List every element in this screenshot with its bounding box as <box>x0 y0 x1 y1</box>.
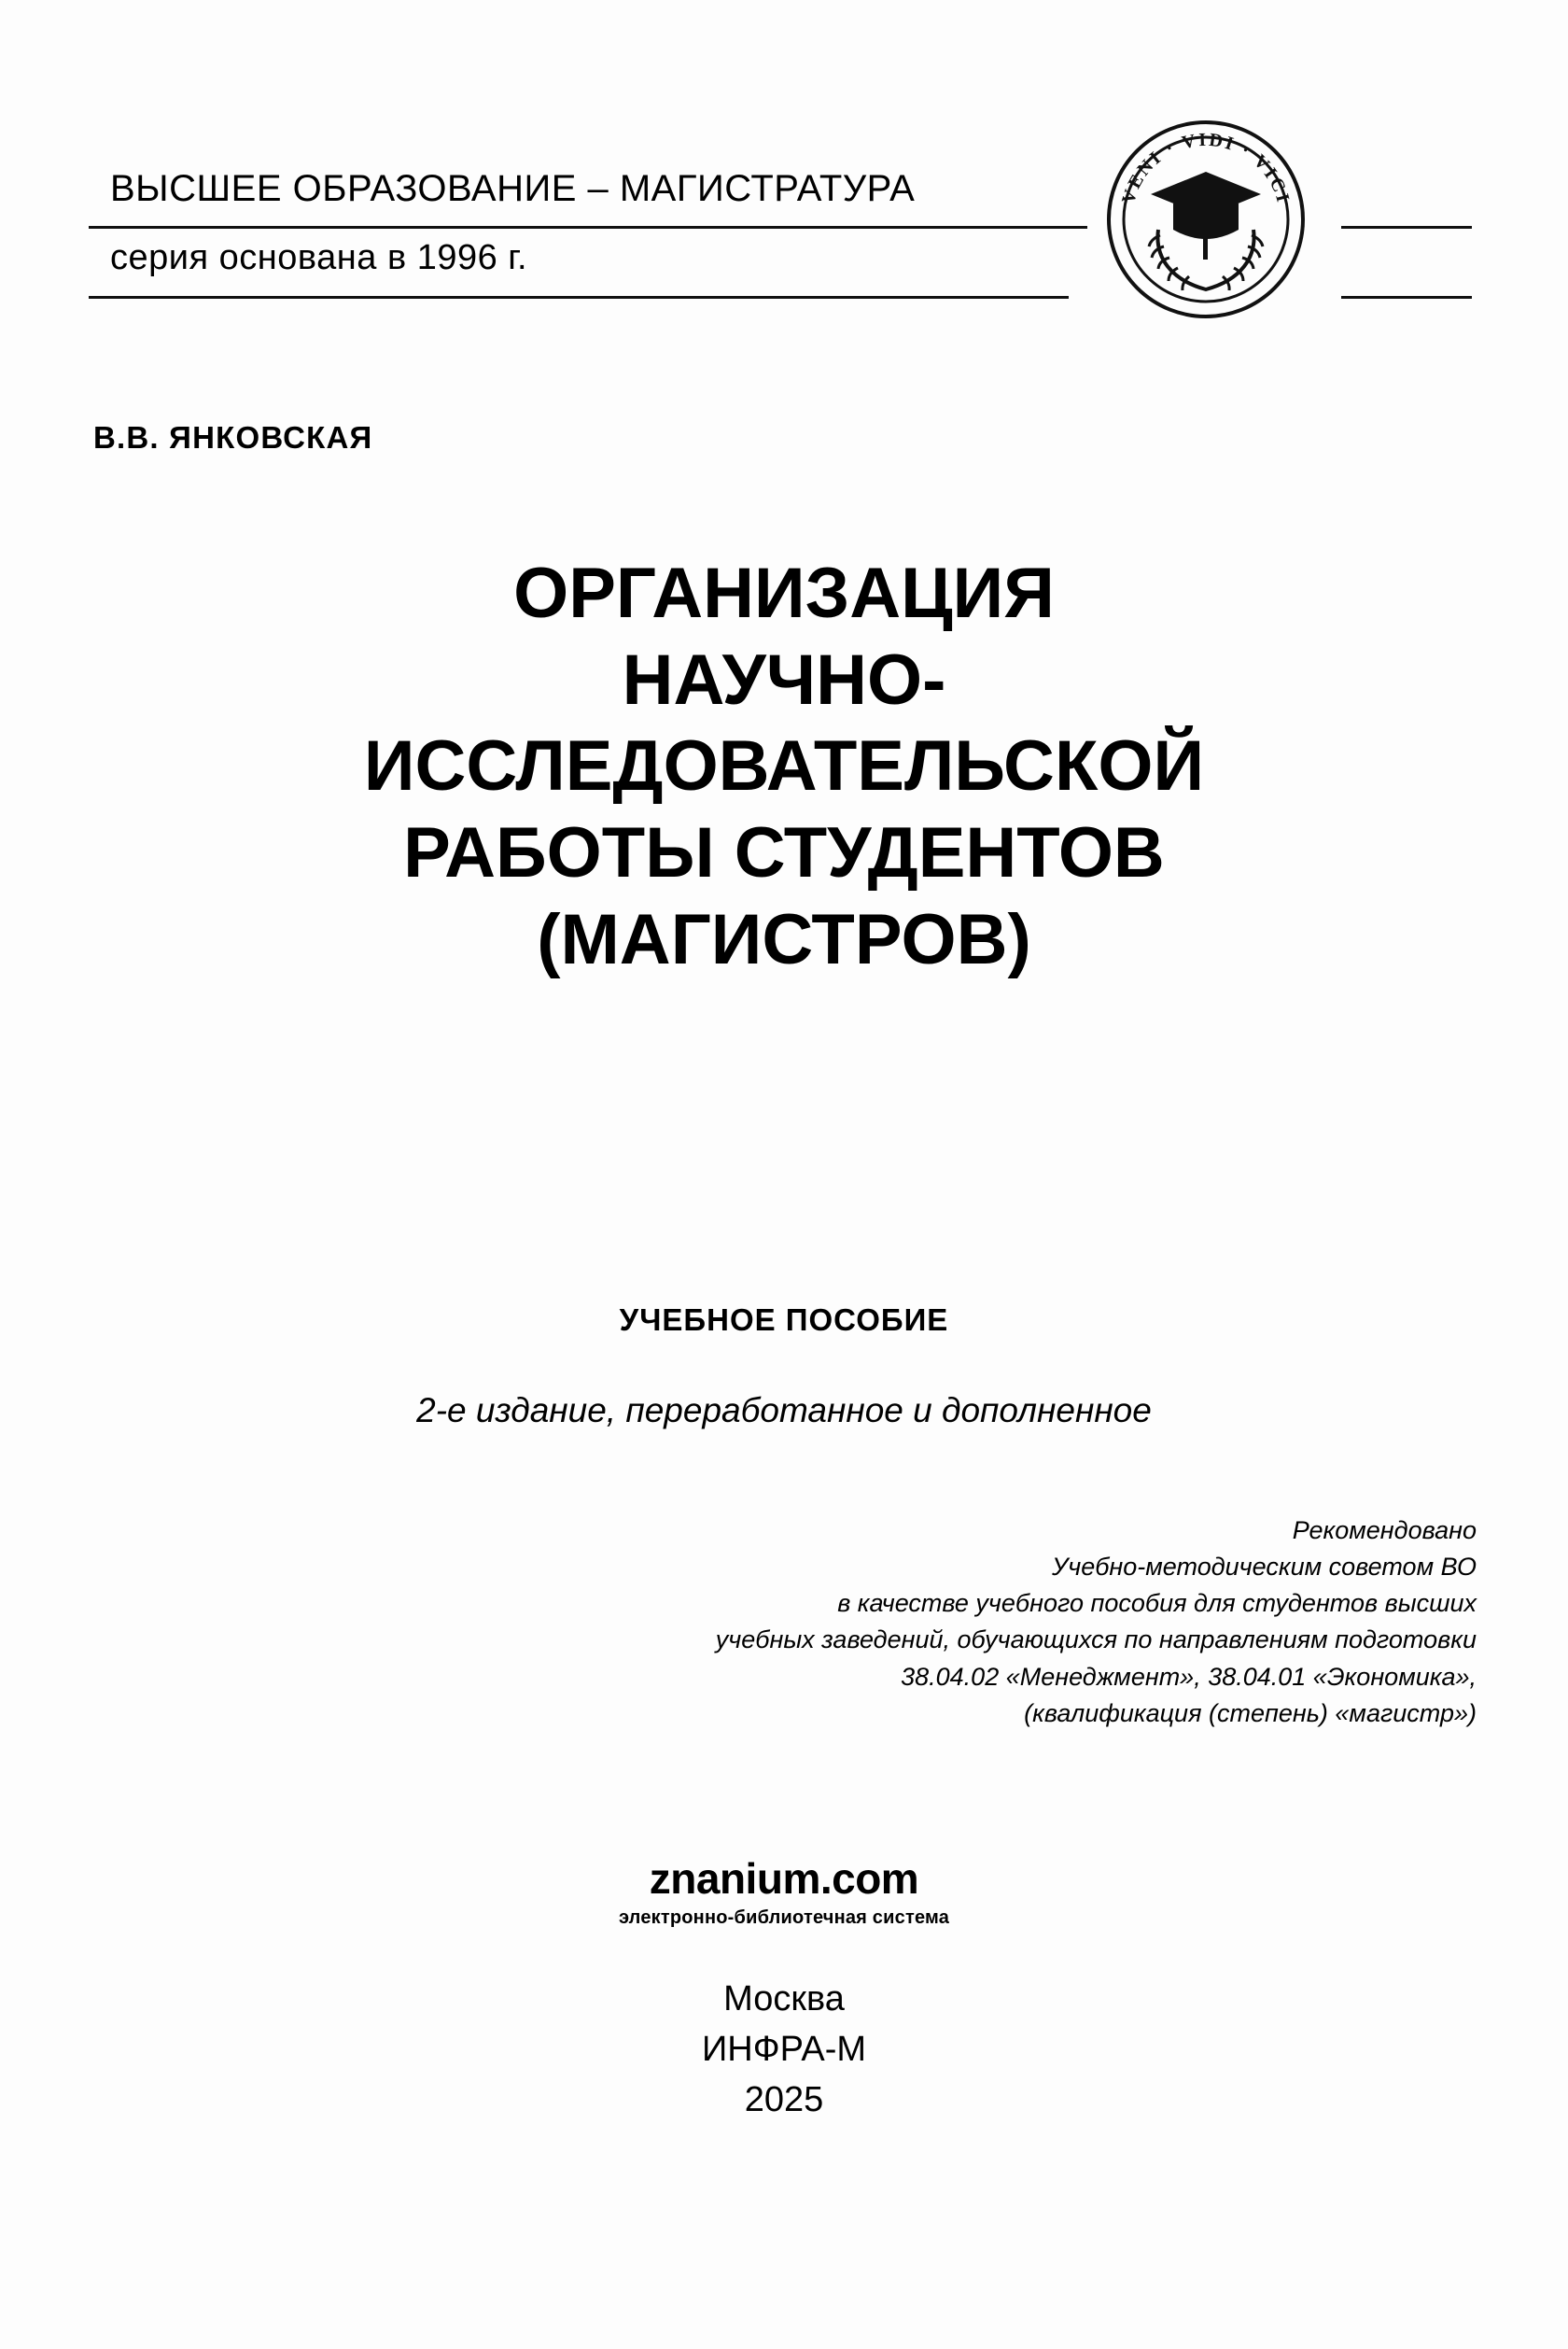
title-line-3: ИССЛЕДОВАТЕЛЬСКОЙ <box>363 726 1205 807</box>
znanium-tagline: электронно-библиотечная система <box>618 1907 950 1928</box>
recommendation-block <box>450 1512 1477 1732</box>
imprint-city: Москва <box>723 1979 845 2018</box>
book-title <box>89 551 1479 984</box>
recommendation-line-1: Рекомендовано <box>1292 1516 1477 1544</box>
imprint-publisher: ИНФРА-М <box>701 2029 867 2069</box>
header-rule-bottom-left <box>89 296 1069 299</box>
recommendation-line-6: (квалификация (степень) «магистр») <box>1024 1698 1477 1727</box>
book-subtitle: УЧЕБНОЕ ПОСОБИЕ <box>619 1302 949 1337</box>
recommendation-line-5: 38.04.02 «Менеджмент», 38.04.01 «Экономика», <box>901 1662 1477 1691</box>
series-title: ВЫСШЕЕ ОБРАЗОВАНИЕ – МАГИСТРАТУРА <box>110 168 916 209</box>
graduation-cap-emblem <box>1106 120 1306 319</box>
recommendation-line-3: в качестве учебного пособия для студентов высших <box>837 1589 1477 1618</box>
edition-statement: 2-е издание, переработанное и дополненное <box>416 1391 1152 1429</box>
header-rule-bottom-right <box>1341 296 1472 299</box>
header-rule-top-left <box>89 226 1087 229</box>
title-line-4: РАБОТЫ СТУДЕНТОВ <box>403 813 1165 893</box>
recommendation-line-2: Учебно-методическим советом ВО <box>1052 1553 1477 1582</box>
series-founded: серия основана в 1996 г. <box>110 238 528 277</box>
imprint-year: 2025 <box>744 2079 824 2119</box>
header-rule-top-right <box>1341 226 1472 229</box>
title-line-5: (МАГИСТРОВ) <box>537 899 1031 979</box>
title-line-2: НАУЧНО- <box>622 640 946 720</box>
title-line-1: ОРГАНИЗАЦИЯ <box>513 554 1055 633</box>
znanium-logo <box>89 1853 1479 1929</box>
znanium-wordmark: znanium.com <box>649 1854 919 1903</box>
recommendation-line-4: учебных заведений, обучающихся по направлениям подготовки <box>715 1625 1477 1654</box>
imprint-block <box>89 1975 1479 2126</box>
author-name: В.В. ЯНКОВСКАЯ <box>93 420 373 455</box>
svg-text:VENI · VIDI · VICI: VENI · VIDI · VICI <box>1117 129 1295 206</box>
